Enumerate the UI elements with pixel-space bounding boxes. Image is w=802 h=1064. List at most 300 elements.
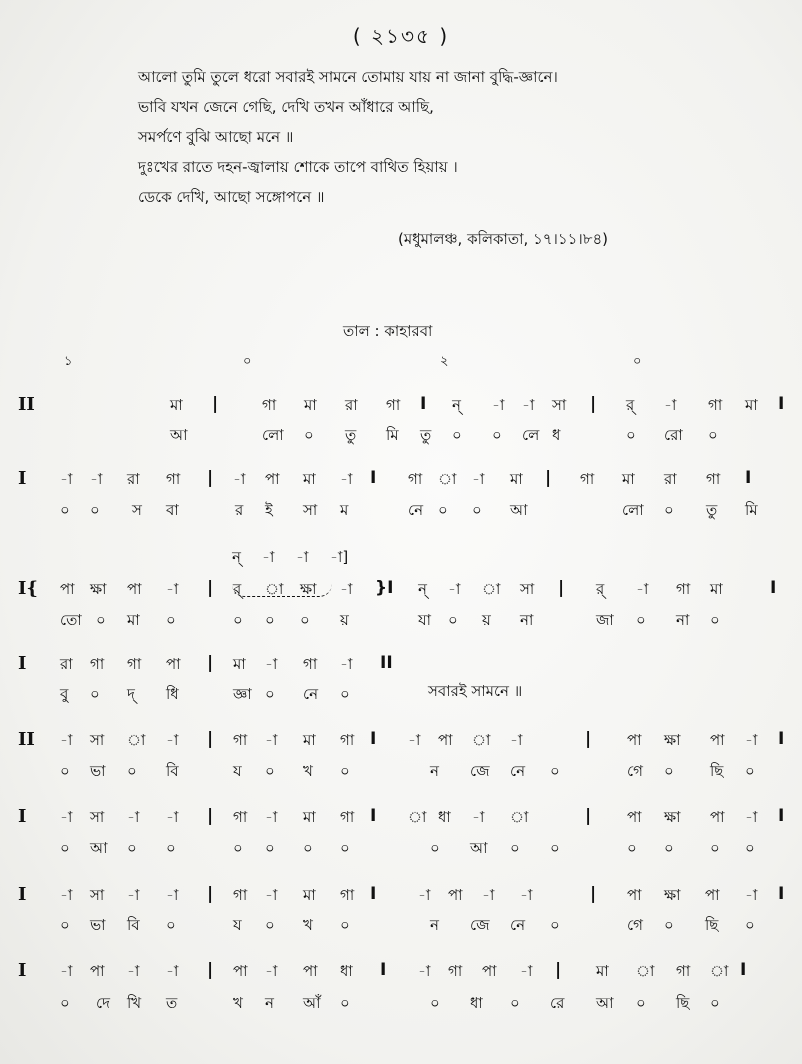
notation-cell: গা bbox=[340, 731, 355, 749]
notation-cell: -া bbox=[60, 808, 73, 826]
notation-cell: বা bbox=[166, 501, 179, 519]
notation-cell: গা bbox=[90, 655, 105, 673]
notation-cell: বি bbox=[166, 762, 179, 780]
notation-cell: ০ bbox=[430, 994, 440, 1012]
notation-cell: -া bbox=[127, 808, 140, 826]
lyrics-block bbox=[138, 62, 738, 212]
notation-cell: ০ bbox=[510, 994, 520, 1012]
notation-cell: া bbox=[127, 731, 146, 749]
notation-cell: গা bbox=[303, 655, 318, 673]
notation-cell: -া bbox=[340, 580, 353, 598]
section-marker: I bbox=[18, 960, 27, 981]
notation-cell: নে bbox=[510, 762, 526, 780]
refrain-label: সবারই সামনে ॥ bbox=[428, 682, 523, 700]
notation-cell: -া bbox=[265, 886, 278, 904]
notation-cell: ০ bbox=[550, 839, 560, 857]
section-marker: I bbox=[18, 468, 27, 489]
notation-cell: গা bbox=[233, 731, 248, 749]
notation-cell: ক্ষা bbox=[664, 808, 681, 826]
notation-cell: ০ bbox=[127, 762, 137, 780]
bar-line: | bbox=[558, 578, 565, 598]
bar-line: I bbox=[778, 394, 785, 414]
bar-line: | bbox=[207, 578, 214, 598]
notation-cell: ধা bbox=[470, 994, 483, 1012]
notation-cell: পা bbox=[265, 470, 280, 488]
notation-cell: -া bbox=[408, 731, 421, 749]
notation-cell: -া bbox=[296, 548, 309, 566]
notation-cell: -া bbox=[472, 808, 485, 826]
notation-cell: গা bbox=[262, 396, 277, 414]
notation-cell: ক্ষা bbox=[90, 580, 107, 598]
notation-cell: ন bbox=[430, 762, 439, 780]
notation-cell: া bbox=[636, 962, 655, 980]
notation-row-r13 bbox=[0, 884, 802, 906]
notation-cell: ০ bbox=[265, 839, 275, 857]
notation-cell: সা bbox=[90, 886, 105, 904]
notation-cell: পা bbox=[166, 655, 181, 673]
bar-line: | bbox=[555, 960, 562, 980]
notation-cell: রে bbox=[550, 994, 565, 1012]
notation-cell: গা bbox=[448, 962, 463, 980]
lyrics-line: সমর্পণে বুঝি আছো মনে ॥ bbox=[138, 128, 294, 146]
notation-cell: ০ bbox=[90, 501, 100, 519]
notation-cell: পা bbox=[627, 886, 642, 904]
bar-line: I bbox=[778, 806, 785, 826]
bar-line: II bbox=[380, 653, 393, 673]
notation-row-r11 bbox=[0, 806, 802, 828]
notation-cell: মা bbox=[233, 655, 246, 673]
notation-cell: -া bbox=[510, 731, 523, 749]
bar-line: I bbox=[370, 468, 377, 488]
notation-cell: মা bbox=[710, 580, 723, 598]
notation-cell: খি bbox=[127, 994, 142, 1012]
notation-cell: ধি bbox=[166, 685, 179, 703]
notation-cell: পা bbox=[233, 962, 248, 980]
notation-cell: তু bbox=[420, 426, 432, 444]
notation-cell: ০ bbox=[510, 839, 520, 857]
notation-cell: পা bbox=[710, 808, 725, 826]
tala-heading: তাল : কাহারবা bbox=[343, 322, 433, 340]
notation-cell: -া bbox=[166, 808, 179, 826]
notation-cell: -া bbox=[262, 548, 275, 566]
notation-cell: নে bbox=[408, 501, 424, 519]
lyrics-line: ভাবি যখন জেনে গেছি, দেখি তখন আঁধারে আছি, bbox=[138, 98, 434, 116]
notation-cell: ন্ bbox=[452, 396, 461, 414]
notation-cell: -া bbox=[60, 886, 73, 904]
notation-cell: া bbox=[438, 470, 457, 488]
notation-cell: ০ bbox=[340, 685, 350, 703]
notation-cell: া bbox=[710, 962, 729, 980]
notation-cell: -া bbox=[472, 470, 485, 488]
notation-cell: পা bbox=[627, 731, 642, 749]
notation-cell: সা bbox=[303, 501, 318, 519]
notation-cell: গা bbox=[166, 470, 181, 488]
notation-cell: ০ bbox=[127, 839, 137, 857]
bar-line: | bbox=[585, 806, 592, 826]
notation-cell: যা bbox=[418, 611, 431, 629]
notation-cell: ০ bbox=[664, 501, 674, 519]
notation-row-r3 bbox=[0, 468, 802, 490]
notation-cell: ০ bbox=[708, 426, 718, 444]
notation-cell: -া bbox=[492, 396, 505, 414]
notation-cell: ০ bbox=[300, 611, 310, 629]
notation-cell: ০ bbox=[664, 762, 674, 780]
notation-cell: ক্ষা bbox=[664, 886, 681, 904]
notation-cell: ০ bbox=[664, 839, 674, 857]
notation-cell: সা bbox=[90, 808, 105, 826]
lyrics-line: ডেকে দেখি, আছো সঙ্গোপনে ॥ bbox=[138, 188, 325, 206]
notation-cell: ০ bbox=[340, 839, 350, 857]
notation-cell: মা bbox=[622, 470, 635, 488]
notation-cell: য় bbox=[340, 611, 349, 629]
notation-cell: ০ bbox=[303, 839, 313, 857]
bar-line: | bbox=[545, 468, 552, 488]
notation-row-r8 bbox=[0, 683, 802, 705]
bar-line: }I bbox=[375, 578, 394, 598]
notation-cell: ই bbox=[265, 501, 273, 519]
notation-cell: মা bbox=[304, 396, 317, 414]
notation-cell: া bbox=[510, 808, 529, 826]
notation-cell: গা bbox=[676, 962, 691, 980]
bar-line: | bbox=[585, 729, 592, 749]
notation-row-r9 bbox=[0, 729, 802, 751]
bar-line: | bbox=[207, 468, 214, 488]
notation-cell: খ bbox=[303, 762, 313, 780]
notation-cell: মা bbox=[596, 962, 609, 980]
notation-cell: দে bbox=[96, 994, 110, 1012]
beat-marks bbox=[0, 352, 802, 374]
notation-cell: া bbox=[482, 580, 501, 598]
notation-cell: গা bbox=[676, 580, 691, 598]
beat-mark: ১ bbox=[64, 354, 73, 369]
notation-cell: -া bbox=[265, 731, 278, 749]
notation-cell: ধা bbox=[340, 962, 353, 980]
notation-cell: ০ bbox=[60, 839, 70, 857]
notation-cell: ০ bbox=[340, 916, 350, 934]
notation-cell: র্ bbox=[596, 580, 605, 598]
notation-cell: -া bbox=[340, 655, 353, 673]
notation-cell: গা bbox=[386, 396, 401, 414]
notation-cell: -া bbox=[745, 808, 758, 826]
notation-cell: া bbox=[265, 580, 284, 598]
section-marker: II bbox=[18, 729, 35, 750]
bar-line: I bbox=[420, 394, 427, 414]
notation-cell: ত bbox=[166, 994, 178, 1012]
notation-cell: রা bbox=[664, 470, 677, 488]
notation-cell: ০ bbox=[166, 839, 176, 857]
notation-cell: -া bbox=[745, 886, 758, 904]
notation-cell: -া bbox=[482, 886, 495, 904]
beat-mark: ০ bbox=[633, 354, 642, 369]
notation-cell: মা bbox=[510, 470, 523, 488]
notation-cell: ছি bbox=[676, 994, 690, 1012]
notation-cell: ০ bbox=[626, 426, 636, 444]
notation-cell: ০ bbox=[60, 501, 70, 519]
notation-cell: জ্ঞা bbox=[233, 685, 252, 703]
notation-cell: নে bbox=[510, 916, 526, 934]
bar-line: | bbox=[590, 884, 597, 904]
notation-cell: তু bbox=[345, 426, 357, 444]
bar-line: | bbox=[207, 729, 214, 749]
notation-cell: -া bbox=[60, 962, 73, 980]
notation-cell: আ bbox=[90, 839, 108, 857]
notation-cell: ম bbox=[340, 501, 349, 519]
notation-cell: আ bbox=[470, 839, 488, 857]
notation-cell: রা bbox=[345, 396, 358, 414]
notation-cell: রা bbox=[127, 470, 140, 488]
notation-cell: ছি bbox=[705, 916, 719, 934]
notation-row-r1 bbox=[0, 394, 802, 416]
notation-cell: ০ bbox=[304, 426, 314, 444]
source-note: (মধুমালঞ্চ, কলিকাতা, ১৭।১১।৮৪) bbox=[398, 230, 609, 248]
notation-cell: -া] bbox=[330, 548, 349, 566]
notation-cell: ন্ bbox=[418, 580, 427, 598]
notation-cell: পা bbox=[448, 886, 463, 904]
notation-cell: -া bbox=[520, 962, 533, 980]
notation-cell: পা bbox=[303, 962, 318, 980]
notation-cell: ছি bbox=[710, 762, 724, 780]
notation-cell: পা bbox=[60, 580, 75, 598]
notation-cell: মা bbox=[170, 396, 183, 414]
notation-cell: পা bbox=[627, 808, 642, 826]
notation-cell: -া bbox=[127, 962, 140, 980]
notation-cell: ০ bbox=[745, 839, 755, 857]
notation-row-r15 bbox=[0, 960, 802, 982]
notation-row-r6 bbox=[0, 609, 802, 631]
notation-cell: গা bbox=[580, 470, 595, 488]
bar-line: I bbox=[778, 884, 785, 904]
notation-cell: -া bbox=[664, 396, 677, 414]
notation-cell: বু bbox=[60, 685, 69, 703]
notation-cell: না bbox=[676, 611, 690, 629]
notation-cell: -া bbox=[127, 886, 140, 904]
notation-cell: ০ bbox=[265, 762, 275, 780]
notation-cell: ০ bbox=[60, 916, 70, 934]
notation-cell: ন্ bbox=[232, 548, 241, 566]
notation-cell: -া bbox=[233, 470, 246, 488]
notation-cell: র্ bbox=[626, 396, 635, 414]
notation-cell: আ bbox=[170, 426, 188, 444]
notation-cell: নে bbox=[303, 685, 319, 703]
notation-cell: -া bbox=[745, 731, 758, 749]
notation-cell: ০ bbox=[340, 762, 350, 780]
notation-cell: র্ bbox=[233, 580, 242, 598]
notation-cell: -া bbox=[418, 886, 431, 904]
notation-cell: ০ bbox=[664, 916, 674, 934]
notation-cell: -া bbox=[265, 808, 278, 826]
notation-cell: জা bbox=[596, 611, 614, 629]
notation-cell: রো bbox=[664, 426, 683, 444]
bar-line: | bbox=[207, 960, 214, 980]
notation-cell: -া bbox=[60, 470, 73, 488]
notation-cell: খ bbox=[233, 994, 243, 1012]
notation-cell: লো bbox=[622, 501, 644, 519]
notation-cell: পা bbox=[705, 886, 720, 904]
notation-cell: স bbox=[132, 501, 142, 519]
notation-cell: গা bbox=[708, 396, 723, 414]
notation-cell: ন bbox=[265, 994, 274, 1012]
notation-cell: -া bbox=[265, 962, 278, 980]
notation-cell: সা bbox=[90, 731, 105, 749]
notation-cell: গা bbox=[408, 470, 423, 488]
bar-line: I bbox=[380, 960, 387, 980]
notation-cell: া bbox=[472, 731, 491, 749]
section-marker: I bbox=[18, 884, 27, 905]
notation-cell: ০ bbox=[448, 611, 458, 629]
bar-line: I bbox=[370, 806, 377, 826]
notation-cell: ০ bbox=[636, 611, 646, 629]
notation-cell: ০ bbox=[90, 685, 100, 703]
bar-line: I bbox=[770, 578, 777, 598]
lyrics-line: আলো তুমি তুলে ধরো সবারই সামনে তোমায় যায় না জানা বুদ্ধি-জ্ঞানে। bbox=[138, 68, 558, 86]
notation-cell: গা bbox=[233, 886, 248, 904]
bar-line: I bbox=[745, 468, 752, 488]
notation-cell: ক্ষা bbox=[664, 731, 681, 749]
notation-cell: -া bbox=[265, 655, 278, 673]
notation-cell: পা bbox=[482, 962, 497, 980]
notation-cell: গা bbox=[233, 808, 248, 826]
notation-cell: সা bbox=[520, 580, 535, 598]
notation-cell: ০ bbox=[60, 994, 70, 1012]
notation-cell: মা bbox=[303, 808, 316, 826]
notation-cell: ০ bbox=[550, 916, 560, 934]
notation-cell: ০ bbox=[265, 685, 275, 703]
notation-cell: -া bbox=[166, 731, 179, 749]
notation-cell: ০ bbox=[472, 501, 482, 519]
notation-cell: -া bbox=[520, 886, 533, 904]
notation-cell: য bbox=[233, 916, 242, 934]
notation-cell: তো bbox=[60, 611, 82, 629]
notation-row-r12 bbox=[0, 837, 802, 859]
notation-cell: গা bbox=[340, 808, 355, 826]
notation-cell: পা bbox=[710, 731, 725, 749]
notation-cell: -া bbox=[90, 470, 103, 488]
notation-cell: ০ bbox=[627, 839, 637, 857]
notation-cell: বি bbox=[127, 916, 140, 934]
notation-cell: মা bbox=[303, 731, 316, 749]
notation-cell: জে bbox=[470, 762, 490, 780]
notation-cell: মা bbox=[303, 886, 316, 904]
notation-cell: -া bbox=[166, 886, 179, 904]
notation-cell: য bbox=[233, 762, 242, 780]
notation-cell: ০ bbox=[96, 611, 106, 629]
notation-cell: ০ bbox=[745, 762, 755, 780]
notation-cell: রা bbox=[60, 655, 73, 673]
notation-cell: তু bbox=[706, 501, 718, 519]
notation-cell: খ bbox=[303, 916, 313, 934]
notation-cell: জে bbox=[470, 916, 490, 934]
notation-cell: গা bbox=[706, 470, 721, 488]
notation-cell: ০ bbox=[710, 839, 720, 857]
notation-cell: ০ bbox=[710, 994, 720, 1012]
notation-cell: ০ bbox=[745, 916, 755, 934]
notation-cell: ভা bbox=[90, 762, 106, 780]
notation-cell: মি bbox=[386, 426, 399, 444]
notation-cell: -া bbox=[522, 396, 535, 414]
notation-cell: মা bbox=[127, 611, 140, 629]
notation-cell: সা bbox=[552, 396, 567, 414]
notation-cell: গে bbox=[627, 916, 643, 934]
notation-cell: -া bbox=[166, 580, 179, 598]
notation-cell: ০ bbox=[636, 994, 646, 1012]
notation-cell: গা bbox=[127, 655, 142, 673]
notation-cell: ধ bbox=[552, 426, 561, 444]
notation-cell: ০ bbox=[265, 611, 275, 629]
notation-cell: মা bbox=[303, 470, 316, 488]
bar-line: | bbox=[207, 653, 214, 673]
notation-cell: র bbox=[235, 501, 244, 519]
notation-cell: -া bbox=[60, 731, 73, 749]
notation-cell: গা bbox=[340, 886, 355, 904]
notation-row-r2 bbox=[0, 424, 802, 446]
notation-cell: -া bbox=[340, 470, 353, 488]
notation-cell: ০ bbox=[166, 611, 176, 629]
notation-cell: ভা bbox=[90, 916, 106, 934]
section-marker: II bbox=[18, 394, 35, 415]
notation-cell: -া bbox=[418, 962, 431, 980]
notation-cell: ০ bbox=[233, 839, 243, 857]
bar-line: | bbox=[207, 884, 214, 904]
page-number: ( ২১৩৫ ) bbox=[352, 24, 450, 48]
notation-cell: -া bbox=[166, 962, 179, 980]
notation-cell: না bbox=[520, 611, 534, 629]
notation-cell: ০ bbox=[438, 501, 448, 519]
notation-cell: দ্ bbox=[127, 685, 135, 703]
notation-cell: -া bbox=[636, 580, 649, 598]
notation-cell: আ bbox=[596, 994, 614, 1012]
notation-cell: য় bbox=[482, 611, 491, 629]
notation-cell: া bbox=[408, 808, 427, 826]
beat-mark: ২ bbox=[440, 354, 449, 369]
notation-cell: ক্ষা bbox=[300, 580, 317, 598]
notation-cell: ০ bbox=[340, 994, 350, 1012]
notation-cell: মা bbox=[745, 396, 758, 414]
bar-line: I bbox=[740, 960, 747, 980]
notation-cell: ০ bbox=[550, 762, 560, 780]
notation-row-r7 bbox=[0, 653, 802, 675]
notation-cell: মি bbox=[745, 501, 758, 519]
lyrics-line: দুঃখের রাতে দহন-জ্বালায় শোকে তাপে বাথিত হিয়ায় । bbox=[138, 158, 458, 176]
notation-cell: ন bbox=[430, 916, 439, 934]
notation-cell: ০ bbox=[166, 916, 176, 934]
bar-line: | bbox=[212, 394, 219, 414]
notation-row-r5 bbox=[0, 578, 802, 600]
notation-cell: গে bbox=[627, 762, 643, 780]
notation-cell: ধা bbox=[438, 808, 451, 826]
notation-row-r14 bbox=[0, 914, 802, 936]
bar-line: I bbox=[370, 884, 377, 904]
section-marker: I{ bbox=[18, 578, 38, 599]
notation-cell: পা bbox=[438, 731, 453, 749]
notation-cell: পা bbox=[90, 962, 105, 980]
notation-row-r16 bbox=[0, 992, 802, 1014]
notation-cell: আ bbox=[510, 501, 528, 519]
bar-line: | bbox=[590, 394, 597, 414]
notation-cell: লো bbox=[262, 426, 284, 444]
notation-cell: ০ bbox=[452, 426, 462, 444]
notation-row-r10 bbox=[0, 760, 802, 782]
notation-row-r5pre bbox=[0, 546, 802, 568]
notation-cell: ০ bbox=[60, 762, 70, 780]
notation-cell: ০ bbox=[710, 611, 720, 629]
notation-row-r4 bbox=[0, 499, 802, 521]
notation-cell: ০ bbox=[430, 839, 440, 857]
notation-cell: লে bbox=[522, 426, 540, 444]
bar-line: I bbox=[778, 729, 785, 749]
beat-mark: ০ bbox=[243, 354, 252, 369]
bar-line: I bbox=[370, 729, 377, 749]
section-marker: I bbox=[18, 806, 27, 827]
